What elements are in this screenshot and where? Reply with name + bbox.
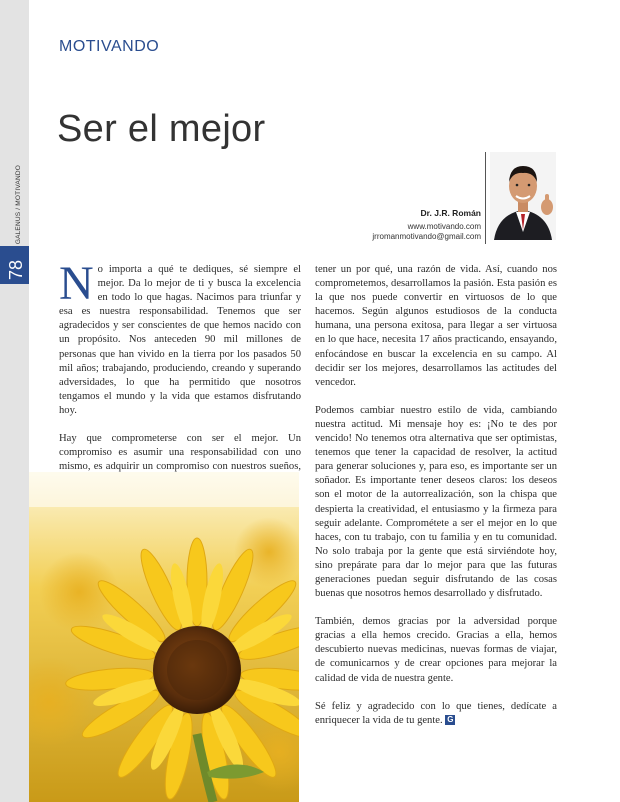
drop-cap: N [59, 257, 94, 310]
paragraph [59, 257, 301, 418]
author-name: Dr. J.R. Román [420, 208, 481, 218]
author-website[interactable]: www.motivando.com [407, 222, 481, 231]
author-divider [485, 152, 486, 244]
paragraph: También, demos gracias por la adversidad porque gracias a ella hemos crecido. Gracias a ella, hemos descubierto nuevas medicinas, nuevas formas de viajar, de comunicarnos y de crear opciones para mejorar la calidad de vida de nuestra gente. [315, 616, 557, 684]
paragraph-text: Sé feliz y agradecido con lo que tienes, dedícate a enriquecer la vida de tu gente. [315, 700, 557, 726]
article-column-2 [315, 263, 557, 742]
section-label: MOTIVANDO [59, 38, 160, 55]
running-header-text: GALENUS / MOTIVANDO [15, 165, 22, 245]
paragraph-text: o importa a qué te dediques, sé siempre el mejor. Da lo mejor de ti y busca la excelencia en todo lo que hagas. Nacimos para triunfar y esa es nuestra responsabilidad. Tenemos que ser agradecidos y ser conscientes de que hemos nacido con un propósito. Nos anteceden 90 mil millones de personas que han vivido en la tierra por los pasados 50 mil años; trabajando, produciendo, creando y superando adversidades, lo que ha permitido que nosotros tengamos el mundo y la vida que estamos disfrutando hoy. [59, 264, 301, 416]
sunflower-photo [29, 472, 299, 802]
paragraph [315, 700, 557, 728]
side-strip [0, 0, 29, 802]
paragraph: Hay que comprometerse con ser el mejor. Un compromiso es asumir una responsabilidad con uno mismo, es adquirir un compromiso con nuestros sueños, [59, 433, 301, 473]
author-email[interactable]: jrromanmotivando@gmail.com [372, 232, 481, 241]
side-running-label [0, 165, 29, 245]
page-number: 78 [6, 259, 26, 280]
author-portrait-icon [490, 152, 556, 240]
paragraph: tener un por qué, una razón de vida. Así, cuando nos comprometemos, desarrollamos la pasión. Esta pasión es la que nos puede convertir en virtuosos de lo que hacemos. Según algunos estudiosos de la conducta humana, una persona exitosa, para llegar a ser virtuosa en lo que hace, necesita 17 años practicando, ensayando, enfocándose en buscar la excelencia en su campo. Al decidir ser los mejores, desarrollamos las actitudes del vencedor. [315, 264, 557, 388]
end-mark-icon: G [447, 715, 454, 725]
page-number-box [0, 246, 29, 284]
paragraph: Podemos cambiar nuestro estilo de vida, cambiando nuestra actitud. Mi mensaje hoy es: ¡No te des por vencido! No tenemos otra alternativa que ser optimistas, tenemos que tener la capacidad de resolver, la actitud para generar soluciones y, para eso, es importante ser un soñador. Es importante tener deseos claros: los deseos son el motor de la autorrealización, son la chispa que despierta la creatividad, el entusiasmo y la firmeza para seguir adelante. Comprométete a ser el mejor en lo que haces, con tu trabajo, con tu familia y en tu comunidad. No solo trabaja por la gente que está sirviéndote hoy, sino prepárate para dar lo mejor para que las futuras generaciones puedan seguir disfrutando de las cosas buenas que nosotros hemos desarrollado y disfrutado. [315, 404, 557, 600]
article-column-1 [59, 257, 301, 502]
article-title: Ser el mejor [57, 108, 266, 150]
